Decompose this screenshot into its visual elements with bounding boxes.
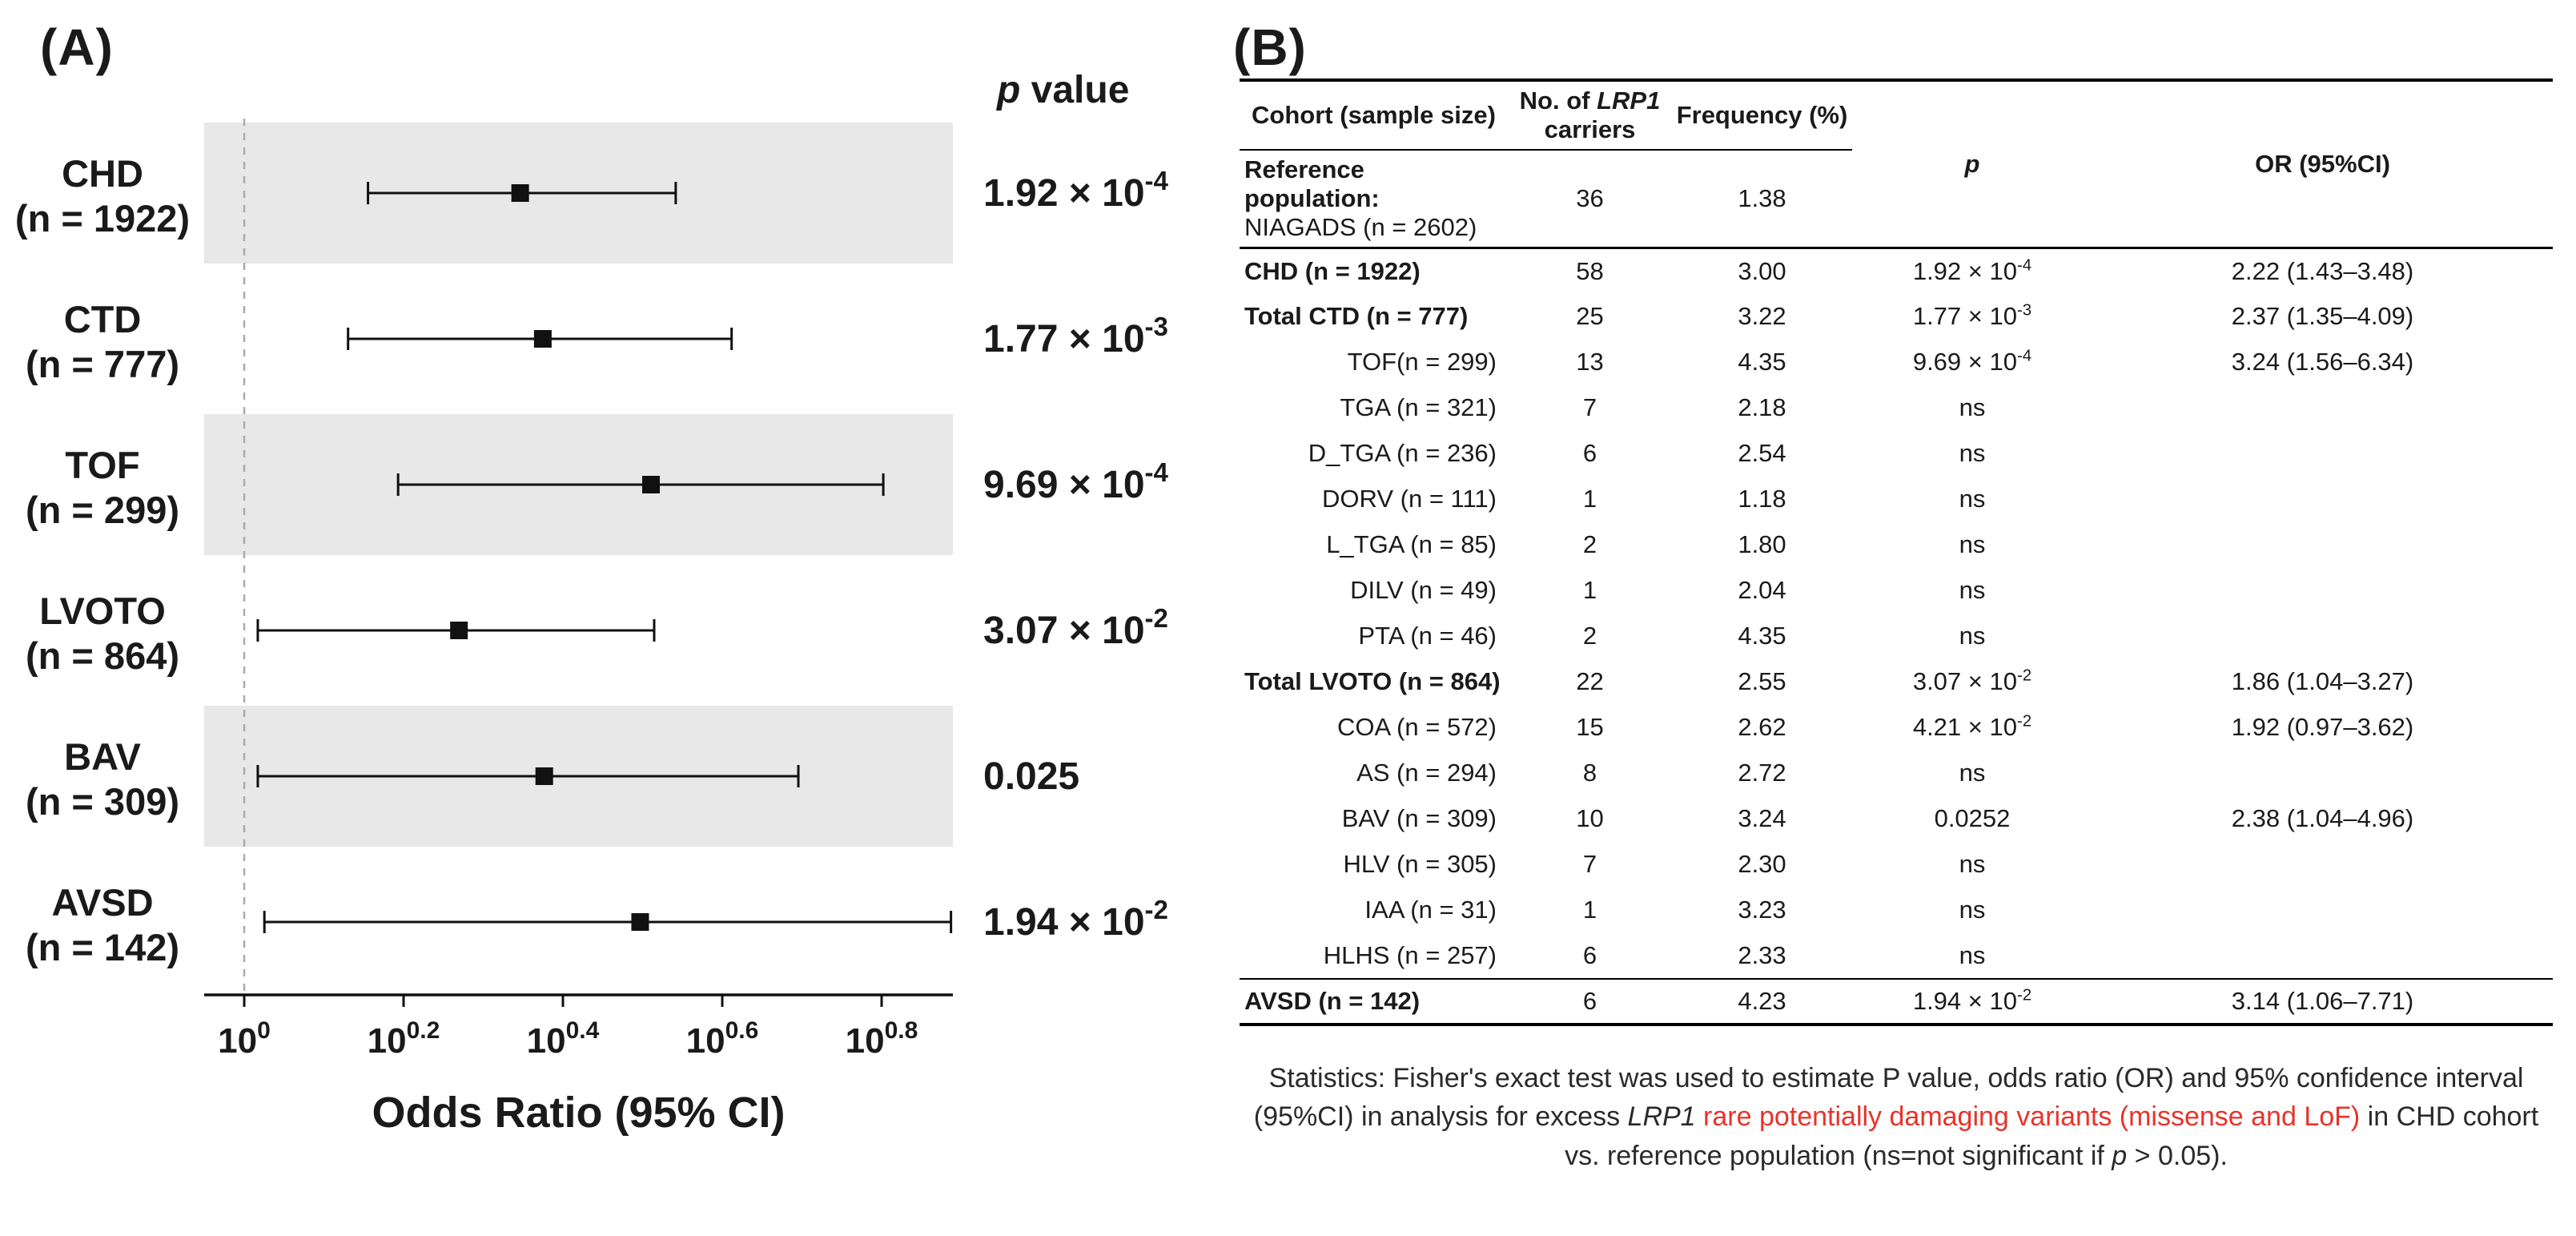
x-tick-label: $10^{0.8}$	[845, 1017, 918, 1061]
cell-carriers: 2	[1582, 622, 1597, 650]
cell-p: $1.77 \times 10^{-3}$	[1912, 300, 2032, 330]
cell-frequency: 1.80	[1738, 530, 1786, 558]
or-marker	[642, 476, 660, 493]
forest-row-CTD	[26, 298, 1168, 385]
header-p: p	[1852, 80, 2092, 248]
table-row	[1240, 385, 2553, 431]
cell-frequency: 2.55	[1738, 667, 1786, 695]
cell-carriers: 36	[1508, 150, 1672, 248]
cell-carriers: 6	[1582, 940, 1597, 969]
cell-cohort: L_TGA (n = 85)	[1326, 530, 1497, 558]
cell-p: $9.69 \times 10^{-4}$	[1912, 346, 2032, 376]
cell-or	[2092, 431, 2553, 477]
cell-carriers: 25	[1576, 302, 1604, 330]
footnote-segment: p	[2112, 1140, 2128, 1171]
p-value-header: p value	[997, 69, 1130, 111]
cell-frequency: 1.38	[1672, 150, 1852, 248]
cell-p: ns	[1959, 622, 1986, 650]
cell-carriers: 1	[1582, 896, 1597, 924]
cell-carriers: 6	[1508, 979, 1672, 1025]
cell-cohort: AS (n = 294)	[1356, 759, 1497, 787]
cell-cohort: DILV (n = 49)	[1350, 576, 1497, 604]
cohort-n: (n = 777)	[26, 343, 179, 385]
cell-cohort: D_TGA (n = 236)	[1308, 439, 1497, 467]
cell-or	[2092, 888, 2553, 933]
cell-cohort: COA (n = 572)	[1336, 713, 1497, 741]
table-header-row	[1240, 80, 2553, 150]
table-row	[1240, 568, 2553, 614]
cell-cohort: PTA (n = 46)	[1358, 622, 1497, 650]
cell-carriers: 6	[1582, 439, 1597, 467]
footnote-segment: > 0.05).	[2127, 1140, 2228, 1171]
table-row	[1240, 431, 2553, 477]
cell-or	[2092, 385, 2553, 431]
x-tick-label: $10^0$	[218, 1017, 271, 1061]
cell-or	[2092, 568, 2553, 614]
cell-carriers: 7	[1582, 850, 1597, 878]
cell-carriers: 58	[1576, 256, 1604, 285]
header-carriers: No. of LRP1 carriers	[1508, 80, 1672, 150]
cell-cohort: IAA (n = 31)	[1364, 896, 1497, 924]
table-row	[1240, 842, 2553, 888]
p-value: $1.94 \times 10^{-2}$	[983, 895, 1168, 944]
cell-cohort: AVSD (n = 142)	[1240, 979, 1508, 1025]
x-tick-label: $10^{0.4}$	[526, 1017, 600, 1061]
cell-p: ns	[1959, 759, 1986, 787]
table-row	[1240, 340, 2553, 385]
table-row	[1240, 888, 2553, 933]
cohort-table	[1240, 79, 2553, 1026]
table-row	[1240, 796, 2553, 842]
footnote-segment: Statistics: Fisher's exact test was used to estimate P value, odds ratio (OR) and 95% confidence interval (95%CI) in analysis for excess	[1253, 1063, 2524, 1133]
cell-or	[2092, 477, 2553, 522]
cell-or	[2092, 751, 2553, 796]
table-row	[1240, 522, 2553, 568]
cell-or: 2.38 (1.04–4.96)	[2231, 804, 2414, 832]
cell-or: 2.22 (1.43–3.48)	[2231, 256, 2414, 285]
cell-p: ns	[1959, 896, 1986, 924]
cell-or: 3.14 (1.06–7.71)	[2092, 979, 2553, 1025]
cell-or: 1.86 (1.04–3.27)	[2231, 667, 2414, 695]
cell-carriers: 15	[1576, 713, 1604, 741]
cell-carriers: 1	[1582, 485, 1597, 513]
cohort-n: (n = 142)	[26, 926, 179, 968]
p-value: 0.025	[983, 755, 1080, 798]
cell-p: $4.21 \times 10^{-2}$	[1912, 711, 2032, 741]
forest-row-LVOTO	[26, 590, 1168, 677]
cohort-label: LVOTO	[39, 590, 166, 632]
cell-p: 0.0252	[1934, 804, 2011, 832]
table-row	[1240, 294, 2553, 340]
cell-carriers: 22	[1576, 667, 1604, 695]
header-cohort: Cohort (sample size)	[1240, 80, 1508, 150]
cell-carriers: 13	[1576, 348, 1604, 376]
table-row	[1240, 248, 2553, 294]
cohort-label: BAV	[64, 735, 141, 778]
table-row	[1240, 659, 2553, 705]
cell-frequency: 4.35	[1738, 622, 1786, 650]
cell-frequency: 3.23	[1738, 896, 1786, 924]
table-row	[1240, 614, 2553, 659]
cell-or	[2092, 522, 2553, 568]
cell-carriers: 2	[1582, 530, 1597, 558]
cell-p: ns	[1959, 485, 1986, 513]
or-marker	[534, 330, 552, 348]
footnote-segment	[1696, 1101, 1703, 1132]
table-row	[1240, 477, 2553, 522]
cell-frequency: 4.23	[1672, 979, 1852, 1025]
cell-frequency: 2.33	[1738, 940, 1786, 969]
cell-or	[2092, 933, 2553, 979]
forest-row-AVSD	[26, 881, 1168, 968]
cohort-n: (n = 1922)	[14, 197, 191, 240]
cell-frequency: 1.18	[1738, 485, 1786, 513]
cell-p: ns	[1959, 940, 1986, 969]
cell-frequency: 3.00	[1738, 256, 1786, 285]
cell-cohort: Reference population: NIAGADS (n = 2602)	[1240, 150, 1508, 248]
table-row	[1240, 705, 2553, 751]
header-or: OR (95%CI)	[2092, 80, 2553, 248]
cell-carriers: 10	[1576, 804, 1604, 832]
table-row	[1240, 751, 2553, 796]
cell-p: $1.94 \times 10^{-2}$	[1852, 979, 2092, 1025]
cell-cohort: HLHS (n = 257)	[1323, 940, 1497, 969]
cell-or: 1.92 (0.97–3.62)	[2231, 713, 2414, 741]
cell-p: ns	[1959, 576, 1986, 604]
cell-frequency: 2.62	[1738, 713, 1786, 741]
cell-frequency: 2.04	[1738, 576, 1786, 604]
cell-or	[2092, 842, 2553, 888]
footnote-segment: LRP1	[1627, 1101, 1696, 1133]
footnote-segment: rare potentially damaging variants (missense and LoF)	[1703, 1101, 2361, 1133]
cell-cohort: DORV (n = 111)	[1322, 485, 1497, 513]
cell-cohort: CHD (n = 1922)	[1244, 256, 1421, 285]
panel-b-label: (B)	[1233, 18, 1307, 76]
cell-cohort: HLV (n = 305)	[1343, 850, 1497, 878]
panel-a-label: (A)	[40, 18, 114, 76]
cell-p: $3.07 \times 10^{-2}$	[1912, 666, 2032, 695]
p-value: $1.92 \times 10^{-4}$	[983, 166, 1168, 215]
header-frequency: Frequency (%)	[1672, 80, 1852, 150]
cell-frequency: 3.24	[1738, 804, 1786, 832]
cell-p: ns	[1959, 530, 1986, 558]
cohort-n: (n = 309)	[26, 780, 179, 823]
cell-frequency: 2.54	[1738, 439, 1786, 467]
footnote-segment: in CHD cohort vs. reference population (ns=not significant if	[1565, 1101, 2539, 1171]
cell-frequency: 2.72	[1738, 759, 1786, 787]
or-marker	[631, 913, 649, 931]
cohort-table-wrap	[1240, 79, 2553, 1026]
p-value: $1.77 \times 10^{-3}$	[983, 312, 1168, 360]
forest-plot	[0, 0, 1225, 1202]
cell-p: ns	[1959, 850, 1986, 878]
x-axis-title: Odds Ratio (95% CI)	[372, 1089, 786, 1137]
table-row	[1240, 979, 2553, 1025]
cohort-n: (n = 299)	[26, 489, 179, 531]
cell-carriers: 8	[1582, 759, 1597, 787]
cell-p: $1.92 \times 10^{-4}$	[1912, 256, 2032, 285]
cell-frequency: 2.18	[1738, 393, 1786, 421]
cell-cohort: TOF(n = 299)	[1347, 348, 1497, 376]
or-marker	[450, 622, 468, 639]
x-tick-label: $10^{0.2}$	[367, 1017, 440, 1061]
cell-p: ns	[1959, 439, 1986, 467]
cell-frequency: 2.30	[1738, 850, 1786, 878]
cell-cohort: TGA (n = 321)	[1340, 393, 1497, 421]
cell-cohort: Total CTD (n = 777)	[1244, 302, 1469, 330]
cell-or: 3.24 (1.56–6.34)	[2231, 348, 2414, 376]
x-tick-label: $10^{0.6}$	[685, 1017, 759, 1061]
cohort-label: CHD	[62, 152, 143, 195]
cohort-label: CTD	[63, 298, 142, 340]
cell-or: 2.37 (1.35–4.09)	[2231, 302, 2414, 330]
cell-p: ns	[1959, 393, 1986, 421]
cell-frequency: 4.35	[1738, 348, 1786, 376]
p-value: $9.69 \times 10^{-4}$	[983, 457, 1168, 506]
table-row	[1240, 933, 2553, 979]
cohort-n: (n = 864)	[26, 634, 179, 677]
cell-carriers: 1	[1582, 576, 1597, 604]
cohort-label: TOF	[65, 444, 140, 486]
cell-carriers: 7	[1582, 393, 1597, 421]
p-value: $3.07 \times 10^{-2}$	[983, 603, 1168, 652]
cell-or	[2092, 614, 2553, 659]
or-marker	[512, 184, 529, 202]
cell-cohort: BAV (n = 309)	[1341, 804, 1497, 832]
statistics-footnote	[1240, 1059, 2553, 1175]
or-marker	[536, 767, 553, 785]
cell-cohort: Total LVOTO (n = 864)	[1244, 667, 1501, 695]
cell-frequency: 3.22	[1738, 302, 1786, 330]
cohort-label: AVSD	[51, 881, 154, 924]
